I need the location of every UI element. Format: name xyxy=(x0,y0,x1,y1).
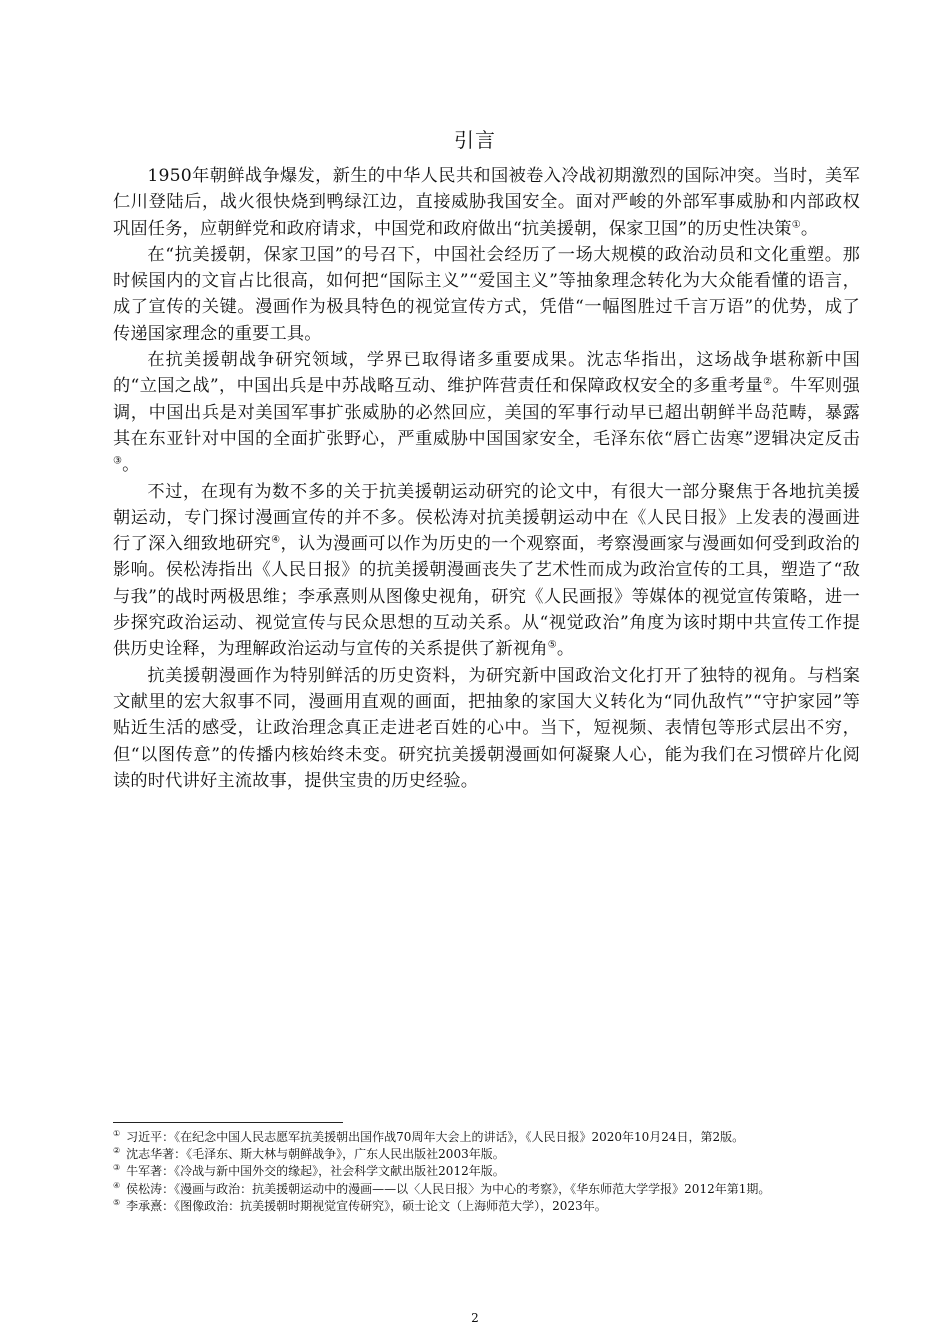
footnote-separator xyxy=(113,1122,343,1123)
footnote xyxy=(113,1198,861,1215)
footnote-mark: ② xyxy=(113,1146,121,1156)
footnote-mark: ④ xyxy=(113,1180,121,1190)
paragraph-text: 在“抗美援朝，保家卫国”的号召下，中国社会经历了一场大规模的政治动员和文化重塑。那时候国内的文盲占比很高，如何把“国际主义”“爱国主义”等抽象理念转化为大众能看懂的语言，成了宣传的关键。漫画作为极具特色的视觉宣传方式，凭借“一幅图胜过千言万语”的优势，成了传递国家理念的重要工具。 xyxy=(113,244,860,344)
body-text xyxy=(113,163,860,794)
paragraph-text: 1950年朝鲜战争爆发，新生的中华人民共和国被卷入冷战初期激烈的国际冲突。当时，美军仁川登陆后，战火很快烧到鸭绿江边，直接威胁我国安全。面对严峻的外部军事威胁和内部政权巩固任务，应朝鲜党和政府请求，中国党和政府做出“抗美援朝，保家卫国”的历史性决策 xyxy=(113,166,860,239)
footnote xyxy=(113,1146,861,1163)
footnote-reference[interactable]: ① xyxy=(791,218,801,230)
footnote-text: 李承熹：《图像政治：抗美援朝时期视觉宣传研究》，硕士论文（上海师范大学），2023年。 xyxy=(126,1198,607,1213)
body-paragraph xyxy=(113,663,860,794)
body-paragraph xyxy=(113,163,860,242)
footnote-mark: ③ xyxy=(113,1163,121,1173)
footnote-reference[interactable]: ② xyxy=(763,376,773,388)
section-title: 引言 xyxy=(454,128,496,152)
footnote-reference[interactable]: ③ xyxy=(113,455,123,467)
paragraph-text: 。 xyxy=(122,455,140,476)
body-paragraph xyxy=(113,347,860,478)
footnotes xyxy=(113,1129,861,1215)
paragraph-text: ，认为漫画可以作为历史的一个观察面，考察漫画家与漫画如何受到政治的影响。侯松涛指出《人民日报》的抗美援朝漫画丧失了艺术性而成为政治宣传的工具，塑造了“敌与我”的战时两极思维；李承熹则从图像史视角，研究《人民画报》等媒体的视觉宣传策略，进一步探究政治运动、视觉宣传与民众思想的互动关系。从“视觉政治”角度为该时期中共宣传工作提供历史诠释，为理解政治运动与宣传的关系提供了新视角 xyxy=(113,534,860,660)
footnote xyxy=(113,1129,861,1146)
footnote-text: 牛军著：《冷战与新中国外交的缘起》，社会科学文献出版社2012年版。 xyxy=(126,1164,505,1179)
footnote xyxy=(113,1181,861,1198)
footnote xyxy=(113,1163,861,1180)
footnote-reference[interactable]: ④ xyxy=(271,534,281,546)
footnote-text: 侯松涛：《漫画与政治：抗美援朝运动中的漫画——以〈人民日报〉为中心的考察》，《华东师范大学学报》2012年第1期。 xyxy=(126,1181,771,1196)
paragraph-text: 在抗美援朝战争研究领域，学界已取得诸多重要成果。沈志华指出，这场战争堪称新中国的“立国之战”，中国出兵是中苏战略互动、维护阵营责任和保障政权安全的多重考量 xyxy=(113,350,860,397)
footnote-text: 沈志华著：《毛泽东、斯大林与朝鲜战争》，广东人民出版社2003年版。 xyxy=(126,1147,505,1162)
body-paragraph xyxy=(113,479,860,663)
paragraph-text: 抗美援朝漫画作为特别鲜活的历史资料，为研究新中国政治文化打开了独特的视角。与档案文献里的宏大叙事不同，漫画用直观的画面，把抽象的家国大义转化为“同仇敌忾”“守护家园”等贴近生活的感受，让政治理念真正走进老百姓的心中。当下，短视频、表情包等形式层出不穷，但“以图传意”的传播内核始终未变。研究抗美援朝漫画如何凝聚人心，能为我们在习惯碎片化阅读的时代讲好主流故事，提供宝贵的历史经验。 xyxy=(113,665,860,791)
body-paragraph xyxy=(113,242,860,347)
paragraph-text: 不过，在现有为数不多的关于抗美援朝运动研究的论文中，有很大一部分聚焦于各地抗美援朝运动，专门探讨漫画宣传的并不多。侯松涛对抗美援朝运动中在《人民日报》上发表的漫画进行了深入细致地研究 xyxy=(113,481,860,555)
footnote-reference[interactable]: ⑤ xyxy=(547,639,557,651)
paragraph-text: 。牛军则强调，中国出兵是对美国军事扩张威胁的必然回应，美国的军事行动早已超出朝鲜半岛范畴，暴露其在东亚针对中国的全面扩张野心，严重威胁中国国家安全，毛泽东依“唇亡齿寒”逻辑决定反击 xyxy=(113,376,860,449)
paragraph-text: 。 xyxy=(800,218,819,239)
footnote-mark: ⑤ xyxy=(113,1197,121,1207)
footnote-text: 习近平：《在纪念中国人民志愿军抗美援朝出国作战70周年大会上的讲话》，《人民日报》2020年10月24日，第2版。 xyxy=(126,1130,745,1144)
page-number: 2 xyxy=(471,1311,479,1325)
paragraph-text: 。 xyxy=(556,639,575,660)
footnote-mark: ① xyxy=(113,1129,121,1138)
